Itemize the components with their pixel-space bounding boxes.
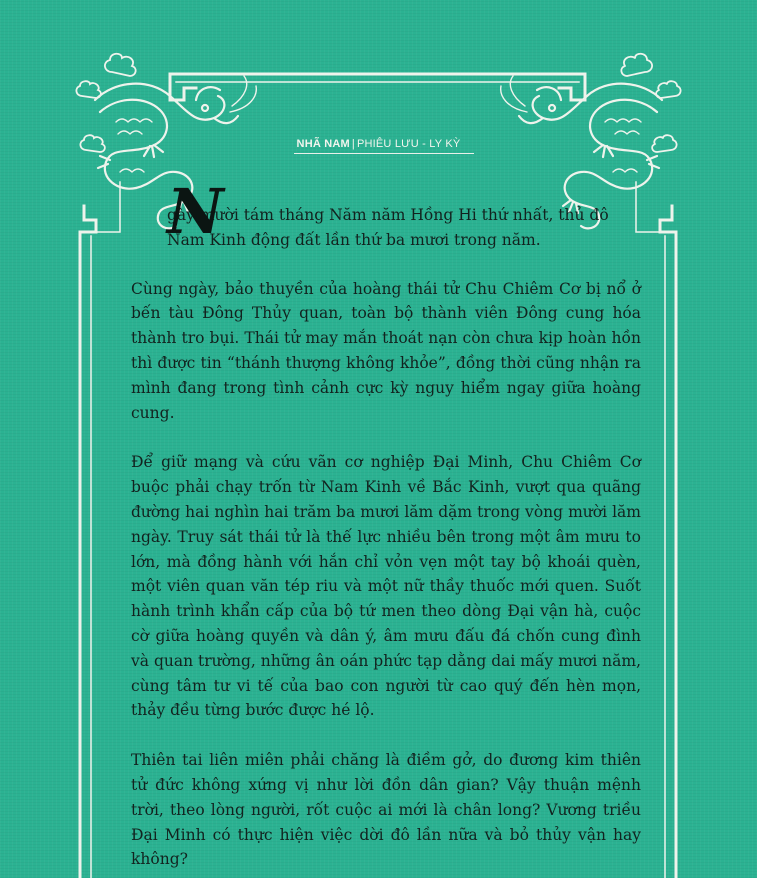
paragraph-3: Để giữ mạng và cứu vãn cơ nghiệp Đại Minh, Chu Chiêm Cơ buộc phải chạy trốn từ Nam Kinh về Bắc Kinh, vượt qua quãng đường hai nghìn hai trăm ba mươi lăm dặm trong vòng mười lăm ngày. Truy sát thái tử là thế lực nhiều bên trong một âm mưu to lớn, mà đồng hành với hắn chỉ vỏn vẹn một tay bộ khoái quèn, một viên quan văn tép riu và một nữ thầy thuốc mới quen. Suốt hành trình khẩn cấp của bộ tứ men theo dòng Đại vận hà, cuộc cờ giữa hoàng quyền và dân ý, âm mưu đấu đá chốn cung đình và quan trường, những ân oán phức tạp dằng dai mấy mươi năm, cùng tâm tư vi tế của bao con người từ cao quý đến hèn mọn, thảy đều từng bước được hé lộ. [131,453,641,720]
imprint-underline [294,153,474,154]
paragraph-1-text: gày mười tám tháng Năm năm Hồng Hi thứ nhất, thủ đô Nam Kinh động đất lần thứ ba mươi trong năm. [167,206,609,249]
drop-cap-letter: N [167,175,224,248]
paragraph-2: Cùng ngày, bảo thuyền của hoàng thái tử Chu Chiêm Cơ bị nổ ở bến tàu Đông Thủy quan, toàn bộ thành viên Đông cung hóa thành tro bụi. Thái tử may mắn thoát nạn còn chưa kịp hoàn hồn thì được tin “thánh thượng không khỏe”, đồng thời cũng nhận ra mình đang trong tình cảnh cực kỳ nguy hiểm ngay giữa hoàng cung. [131,279,641,422]
publisher-name: NHÃ NAM [296,138,350,150]
paragraph-1 [131,175,641,253]
imprint-separator: | [351,138,355,150]
publisher-imprint [0,138,757,150]
genre-label: PHIÊU LƯU - LY KỲ [356,138,461,150]
paragraph-4: Thiên tai liên miên phải chăng là điềm gở, do đương kim thiên tử đức không xứng vị như lời đồn dân gian? Vậy thuận mệnh trời, theo lòng người, rốt cuộc ai mới là chân long? Vương triều Đại Minh có thực hiện việc dời đô lần nữa và bỏ thủy vận hay không? [131,751,641,869]
synopsis-text [131,175,641,878]
